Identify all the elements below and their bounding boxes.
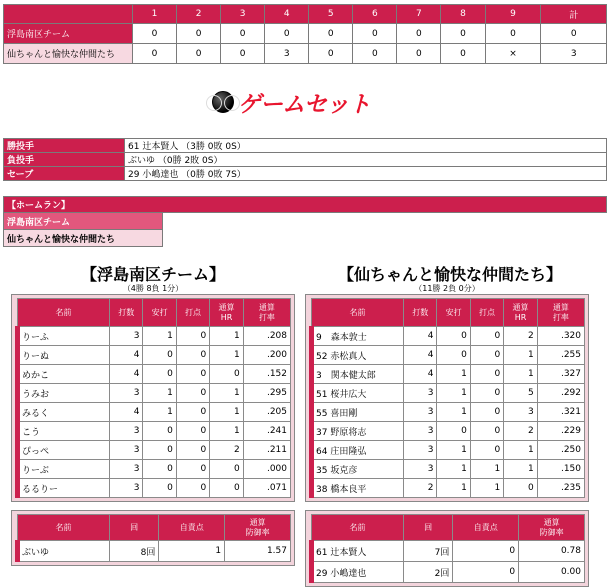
stat-cell: 8回 (110, 541, 159, 562)
pitching-header-row (18, 515, 291, 541)
inning-score: 0 (265, 24, 309, 44)
player-name[interactable]: めかこ (18, 365, 110, 384)
scoreboard (3, 4, 607, 64)
table-row (18, 365, 291, 384)
left-batting-table (15, 298, 291, 498)
table-row (312, 479, 585, 498)
game-set-banner (212, 90, 370, 118)
stat-cell: .250 (537, 441, 584, 460)
home-run-row (4, 230, 607, 247)
col-header-hits: 安打 (143, 299, 176, 327)
player-name[interactable]: 3 関本健太郎 (312, 365, 404, 384)
stat-cell: 3 (504, 403, 537, 422)
table-row (312, 460, 585, 479)
inning-score: 0 (177, 24, 221, 44)
table-row (312, 403, 585, 422)
stat-cell: .205 (243, 403, 290, 422)
player-name[interactable]: りーぶ (18, 460, 110, 479)
stat-cell: 0 (504, 479, 537, 498)
stat-cell: 3 (110, 460, 143, 479)
inning-score: 0 (177, 44, 221, 64)
col-header-name: 名前 (312, 515, 404, 541)
stat-cell: 1 (437, 384, 470, 403)
scoreboard-row (4, 44, 607, 64)
table-row (18, 327, 291, 346)
stat-cell: 0 (210, 460, 243, 479)
col-header-earned-runs: 自責点 (159, 515, 225, 541)
stat-cell: 0 (176, 327, 209, 346)
inning-score: 0 (309, 44, 353, 64)
stat-cell: 3 (404, 441, 437, 460)
player-name[interactable]: ぶいゆ (18, 541, 110, 562)
scoreboard-header-row (4, 5, 607, 24)
inning-header: 2 (177, 5, 221, 24)
col-header-rbi: 打点 (176, 299, 209, 327)
team-name[interactable]: 浮島南区チーム (4, 24, 133, 44)
player-name[interactable]: るるりー (18, 479, 110, 498)
col-header-name: 名前 (312, 299, 404, 327)
stat-cell: 0 (453, 541, 519, 562)
stat-cell: 1.57 (225, 541, 291, 562)
stat-cell: 4 (110, 403, 143, 422)
stat-cell: 0 (176, 346, 209, 365)
stat-cell: 1 (437, 365, 470, 384)
result-label: 勝投手 (4, 139, 125, 153)
stat-cell: .255 (537, 346, 584, 365)
col-header-innings: 回 (404, 515, 453, 541)
table-row (312, 562, 585, 583)
table-row (312, 441, 585, 460)
stat-cell: 1 (437, 460, 470, 479)
col-header-average: 通算 打率 (537, 299, 584, 327)
stat-cell: 0 (470, 365, 503, 384)
right-team-title: 【仙ちゃんと愉快な仲間たち】 (337, 265, 562, 284)
stat-cell: 3 (110, 479, 143, 498)
stat-cell: 4 (404, 346, 437, 365)
col-header-earned-runs: 自責点 (453, 515, 519, 541)
table-row (312, 384, 585, 403)
stat-cell: 2 (504, 422, 537, 441)
stat-cell: 5 (504, 384, 537, 403)
stat-cell: 0 (470, 346, 503, 365)
col-header-name: 名前 (18, 515, 110, 541)
stat-cell: .071 (243, 479, 290, 498)
player-name[interactable]: りーふ (18, 327, 110, 346)
stat-cell: .150 (537, 460, 584, 479)
stat-cell: 3 (404, 384, 437, 403)
stat-cell: 1 (210, 346, 243, 365)
total-header: 計 (541, 5, 607, 24)
stat-cell: 1 (504, 365, 537, 384)
stat-cell: 0 (143, 460, 176, 479)
result-value: 29 小嶋達也 （0勝 0敗 7S） (125, 167, 607, 181)
stat-cell: 4 (110, 365, 143, 384)
player-name[interactable]: 29 小嶋達也 (312, 562, 404, 583)
stat-cell: 0 (176, 422, 209, 441)
stat-cell: 0 (470, 441, 503, 460)
result-row (4, 139, 607, 153)
inning-header: 4 (265, 5, 309, 24)
inning-score: 3 (265, 44, 309, 64)
player-name[interactable]: ぴっぺ (18, 441, 110, 460)
stat-cell: .295 (243, 384, 290, 403)
pitcher-results (3, 138, 607, 181)
player-name[interactable]: うみお (18, 384, 110, 403)
stat-cell: 1 (210, 422, 243, 441)
home-run-row (4, 213, 607, 230)
col-header-at-bats: 打数 (110, 299, 143, 327)
home-run-team: 仙ちゃんと愉快な仲間たち (4, 230, 163, 247)
left-pitching-body (18, 541, 291, 562)
inning-score: 0 (397, 24, 441, 44)
table-row (312, 365, 585, 384)
stat-cell: 0 (176, 365, 209, 384)
stat-cell: 2 (210, 441, 243, 460)
col-header-average: 通算 打率 (243, 299, 290, 327)
player-name[interactable]: 9 森本敦士 (312, 327, 404, 346)
stat-cell: 1 (504, 460, 537, 479)
col-header-era: 通算 防御率 (519, 515, 585, 541)
player-name[interactable]: 35 坂克彦 (312, 460, 404, 479)
stat-cell: .200 (243, 346, 290, 365)
result-row (4, 153, 607, 167)
inning-header: 9 (485, 5, 541, 24)
stat-cell: 4 (404, 365, 437, 384)
batting-header-row (18, 299, 291, 327)
stat-cell: 0 (470, 384, 503, 403)
stat-cell: .152 (243, 365, 290, 384)
table-row (18, 541, 291, 562)
col-header-total-hr: 通算 HR (210, 299, 243, 327)
left-team-title: 【浮島南区チーム】 (80, 265, 225, 284)
col-header-innings: 回 (110, 515, 159, 541)
left-batting-body (18, 327, 291, 498)
stat-cell: 1 (437, 441, 470, 460)
inning-header: 6 (353, 5, 397, 24)
result-label: セーブ (4, 167, 125, 181)
table-row (18, 384, 291, 403)
stat-cell: 0.00 (519, 562, 585, 583)
stat-cell: 3 (404, 460, 437, 479)
stat-cell: 2 (404, 479, 437, 498)
stat-cell: .211 (243, 441, 290, 460)
result-label: 負投手 (4, 153, 125, 167)
stat-cell: .229 (537, 422, 584, 441)
table-row (312, 327, 585, 346)
result-value: ぶいゆ （0勝 2敗 0S） (125, 153, 607, 167)
stat-cell: 0 (176, 441, 209, 460)
inning-header: 8 (441, 5, 485, 24)
inning-header: 7 (397, 5, 441, 24)
inning-score: 0 (353, 24, 397, 44)
stat-cell: 4 (110, 346, 143, 365)
stat-cell: 0 (470, 327, 503, 346)
table-row (18, 403, 291, 422)
stat-cell: .292 (537, 384, 584, 403)
table-row (312, 346, 585, 365)
stat-cell: 3 (110, 327, 143, 346)
stat-cell: 3 (404, 422, 437, 441)
stat-cell: 3 (110, 441, 143, 460)
player-name[interactable]: 55 喜田剛 (312, 403, 404, 422)
home-run-box (3, 196, 607, 247)
stat-cell: 0 (210, 479, 243, 498)
inning-score: 0 (441, 24, 485, 44)
right-pitching-table (309, 514, 585, 583)
table-row (312, 422, 585, 441)
stat-cell: 0 (470, 403, 503, 422)
stat-cell: 1 (143, 327, 176, 346)
table-row (312, 541, 585, 562)
table-row (18, 346, 291, 365)
stat-cell: 0 (176, 479, 209, 498)
col-header-name: 名前 (18, 299, 110, 327)
stat-cell: 1 (504, 441, 537, 460)
col-header-era: 通算 防御率 (225, 515, 291, 541)
stat-cell: .321 (537, 403, 584, 422)
table-row (18, 441, 291, 460)
inning-header: 5 (309, 5, 353, 24)
stat-cell: 3 (110, 422, 143, 441)
stat-cell: 0 (143, 365, 176, 384)
inning-score: 0 (353, 44, 397, 64)
stat-cell: 0 (176, 460, 209, 479)
stat-cell: 0 (143, 441, 176, 460)
right-pitching-body (312, 541, 585, 583)
player-name[interactable]: みるく (18, 403, 110, 422)
stat-cell: 0 (210, 365, 243, 384)
stat-cell: 0 (437, 327, 470, 346)
table-row (18, 479, 291, 498)
stat-cell: 0 (453, 562, 519, 583)
stat-cell: 1 (210, 327, 243, 346)
stat-cell: 3 (110, 384, 143, 403)
stat-cell: .241 (243, 422, 290, 441)
inning-score: 0 (221, 44, 265, 64)
stat-cell: 2 (504, 327, 537, 346)
team-name[interactable]: 仙ちゃんと愉快な仲間たち (4, 44, 133, 64)
stat-cell: 1 (470, 479, 503, 498)
col-header-rbi: 打点 (470, 299, 503, 327)
stat-cell: 3 (404, 403, 437, 422)
inning-score: 0 (221, 24, 265, 44)
stat-cell: .208 (243, 327, 290, 346)
stat-cell: .320 (537, 327, 584, 346)
stat-cell: 1 (143, 384, 176, 403)
stat-cell: 1 (437, 479, 470, 498)
home-run-value (163, 213, 607, 230)
inning-header: 1 (133, 5, 177, 24)
total-score: 0 (541, 24, 607, 44)
col-header-at-bats: 打数 (404, 299, 437, 327)
stat-cell: 0 (176, 384, 209, 403)
player-name[interactable]: 61 辻本賢人 (312, 541, 404, 562)
player-name[interactable]: りーぬ (18, 346, 110, 365)
player-name[interactable]: 37 野原将志 (312, 422, 404, 441)
result-row (4, 167, 607, 181)
stat-cell: 1 (437, 403, 470, 422)
left-pitching-table (15, 514, 291, 562)
stat-cell: 1 (210, 403, 243, 422)
stat-cell: 1 (504, 346, 537, 365)
stat-cell: 1 (159, 541, 225, 562)
player-name[interactable]: 52 赤松真人 (312, 346, 404, 365)
right-batting-table (309, 298, 585, 498)
left-batting-panel (11, 294, 295, 502)
stat-cell: 1 (143, 403, 176, 422)
table-row (18, 422, 291, 441)
left-team-record: （4勝 8負 1分） (122, 284, 184, 293)
inning-score: 0 (485, 24, 541, 44)
right-team-record: （11勝 2負 0分） (414, 284, 480, 293)
stat-cell: 0 (437, 346, 470, 365)
inning-score: 0 (309, 24, 353, 44)
stat-cell: 1 (210, 384, 243, 403)
stat-cell: .327 (537, 365, 584, 384)
scoreboard-row (4, 24, 607, 44)
batting-header-row (312, 299, 585, 327)
table-row (18, 460, 291, 479)
total-score: 3 (541, 44, 607, 64)
pitching-header-row (312, 515, 585, 541)
stat-cell: 4 (404, 327, 437, 346)
inning-score: 0 (133, 44, 177, 64)
stat-cell: 0 (143, 346, 176, 365)
left-pitching-panel (11, 510, 295, 566)
inning-header: 3 (221, 5, 265, 24)
inning-score: 0 (441, 44, 485, 64)
right-batting-body (312, 327, 585, 498)
scoreboard-corner (4, 5, 133, 24)
home-run-team: 浮島南区チーム (4, 213, 163, 230)
stat-cell: 0 (143, 479, 176, 498)
stat-cell: 2回 (404, 562, 453, 583)
player-name[interactable]: こう (18, 422, 110, 441)
col-header-total-hr: 通算 HR (504, 299, 537, 327)
inning-score: 0 (133, 24, 177, 44)
baseball-icon (212, 91, 234, 113)
player-name[interactable]: 51 桜井広大 (312, 384, 404, 403)
stat-cell: .235 (537, 479, 584, 498)
stat-cell: 7回 (404, 541, 453, 562)
player-name[interactable]: 64 庄田隆弘 (312, 441, 404, 460)
player-name[interactable]: 38 橋本良平 (312, 479, 404, 498)
col-header-hits: 安打 (437, 299, 470, 327)
result-value: 61 辻本賢人 （3勝 0敗 0S） (125, 139, 607, 153)
game-set-text: ゲームセット (238, 91, 370, 118)
stat-cell: 0 (437, 422, 470, 441)
stat-cell: 0 (470, 422, 503, 441)
home-run-title: 【ホームラン】 (4, 197, 607, 213)
inning-score: 0 (397, 44, 441, 64)
right-pitching-panel (305, 510, 589, 587)
stat-cell: .000 (243, 460, 290, 479)
stat-cell: 0 (176, 403, 209, 422)
stat-cell: 0 (143, 422, 176, 441)
inning-score: × (485, 44, 541, 64)
right-batting-panel (305, 294, 589, 502)
stat-cell: 0.78 (519, 541, 585, 562)
stat-cell: 1 (470, 460, 503, 479)
home-run-value (163, 230, 607, 247)
